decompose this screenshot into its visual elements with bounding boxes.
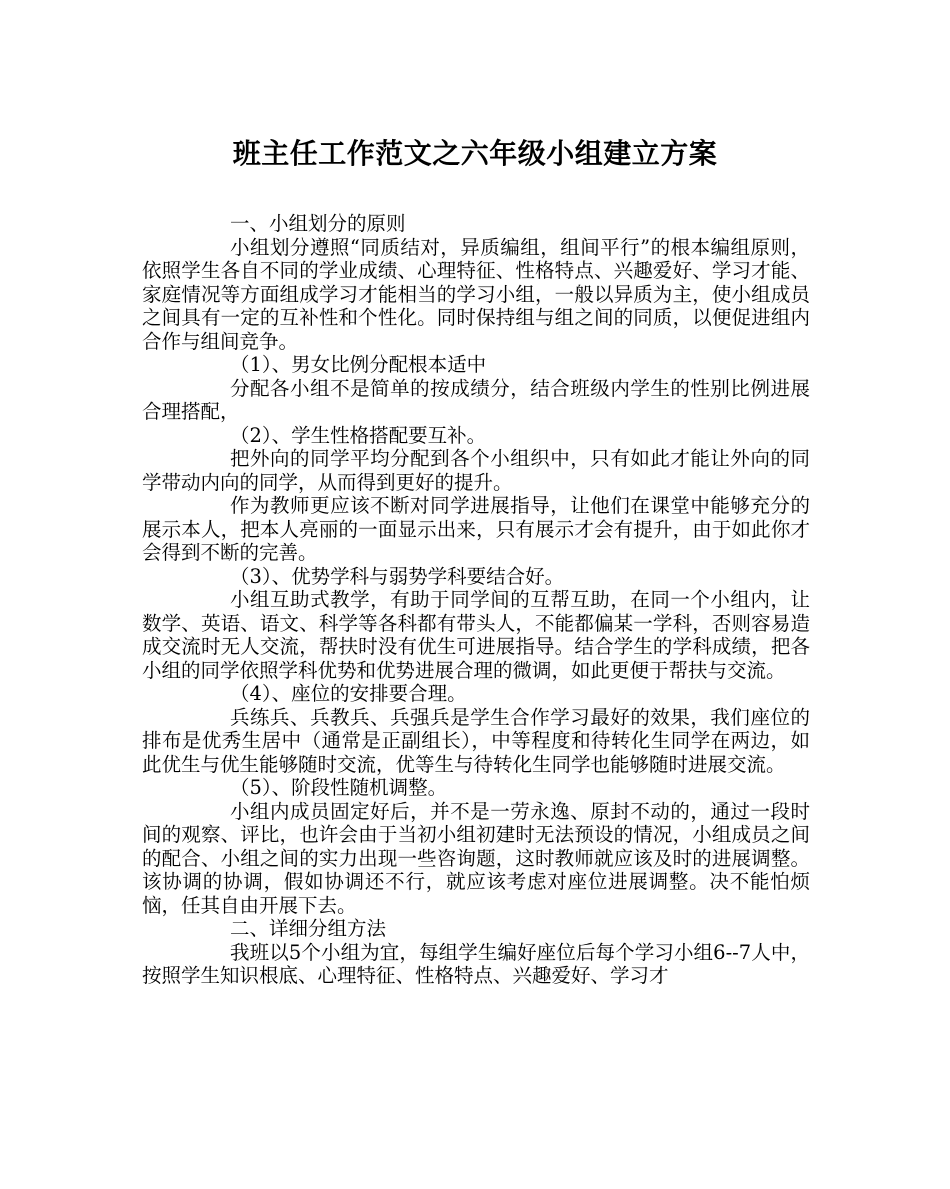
section-heading-principles: 一、小组划分的原则 [230, 212, 406, 235]
document-body [142, 212, 810, 988]
paragraph: 兵练兵、兵教兵、兵强兵是学生合作学习最好的效果，我们座位的排布是优秀生居中（通常是正副组长），中等程度和待转化生同学在两边，如此优生与优生能够随时交流，优等生与待转化生同学也能够随时进展交流。 [142, 705, 810, 776]
paragraph: 小组互助式教学，有助于同学间的互帮互助，在同一个小组内，让数学、英语、语文、科学等各科都有带头人，不能都偏某一学科，否则容易造成交流时无人交流，帮扶时没有优生可进展指导。结合学生的学科成绩，把各小组的同学依照学科优势和优势进展合理的微调，如此更便于帮扶与交流。 [142, 588, 810, 682]
paragraph: 把外向的同学平均分配到各个小组织中，只有如此才能让外向的同学带动内向的同学，从而得到更好的提升。 [142, 447, 810, 494]
paragraph: 分配各小组不是简单的按成绩分，结合班级内学生的性别比例进展合理搭配， [142, 376, 810, 423]
subheading-adjustment: （5）、阶段性随机调整。 [230, 776, 448, 799]
subheading-subjects: （3）、优势学科与弱势学科要结合好。 [230, 564, 565, 588]
document-title: 班主任工作范文之六年级小组建立方案 [232, 137, 718, 170]
subheading-gender-ratio: （1）、男女比例分配根本适中 [230, 353, 487, 376]
paragraph: 我班以5个小组为宜，每组学生编好座位后每个学习小组6--7人中，按照学生知识根底、心理特征、性格特点、兴趣爱好、学习才 [142, 940, 810, 987]
subheading-personality: （2）、学生性格搭配要互补。 [230, 423, 487, 447]
paragraph: 作为教师更应该不断对同学进展指导，让他们在课堂中能够充分的展示本人，把本人亮丽的一面显示出来，只有展示才会有提升，由于如此你才会得到不断的完善。 [142, 494, 810, 564]
paragraph: 小组划分遵照“同质结对，异质编组，组间平行”的根本编组原则，依照学生各自不同的学业成绩、心理特征、性格特点、兴趣爱好、学习才能、家庭情况等方面组成学习才能相当的学习小组，一般以异质为主，使小组成员之间具有一定的互补性和个性化。同时保持组与组之间的同质，以便促进组内合作与组间竞争。 [142, 235, 810, 353]
subheading-seating: （4）、座位的安排要合理。 [230, 682, 467, 705]
section-heading-method: 二、详细分组方法 [230, 917, 387, 940]
paragraph: 小组内成员固定好后，并不是一劳永逸、原封不动的，通过一段时间的观察、评比，也许会由于当初小组初建时无法预设的情况，小组成员之间的配合、小组之间的实力出现一些咨询题，这时教师就应该及时的进展调整。该协调的协调，假如协调还不行，就应该考虑对座位进展调整。决不能怕烦恼，任其自由开展下去。 [142, 799, 810, 917]
